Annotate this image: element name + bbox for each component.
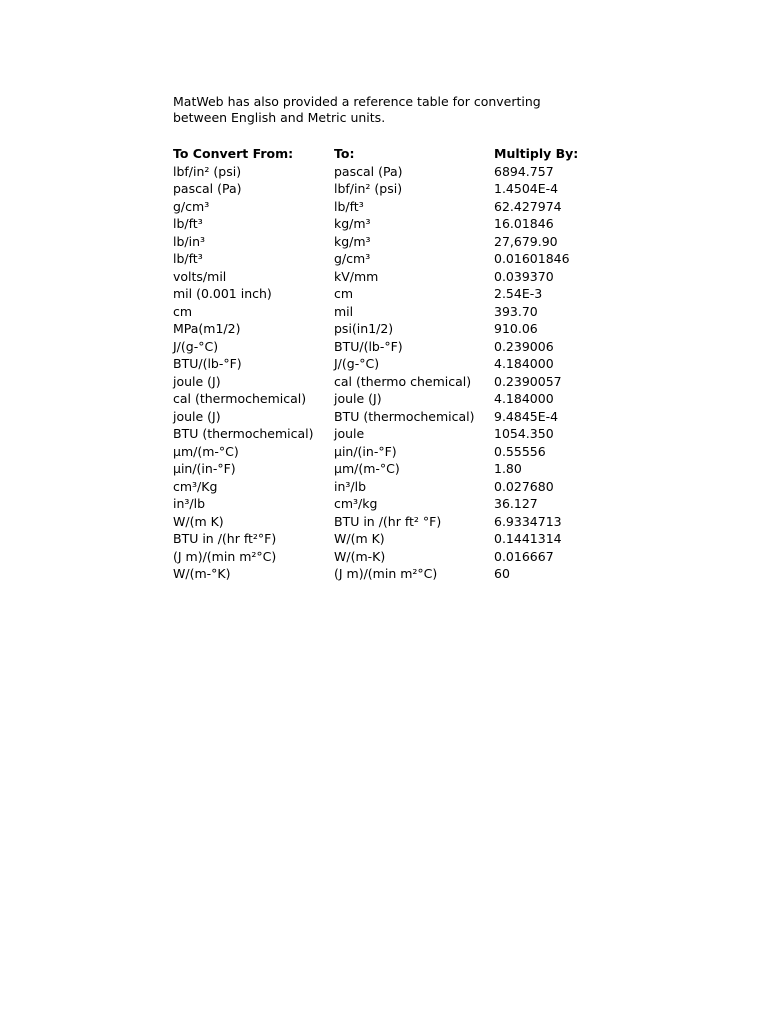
table-row	[173, 285, 614, 303]
table-row	[173, 513, 614, 531]
to-unit: BTU in /(hr ft² °F)	[334, 513, 442, 529]
table-row	[173, 548, 614, 566]
table-row	[173, 250, 614, 268]
from-unit: cal (thermochemical)	[173, 391, 307, 406]
header-convert-to: To:	[334, 146, 355, 161]
from-unit: lb/ft³	[173, 251, 203, 266]
to-unit: μin/(in-°F)	[334, 443, 397, 459]
from-unit: joule (J)	[173, 408, 221, 424]
table-body	[173, 163, 614, 583]
from-unit: volts/mil	[173, 268, 227, 284]
factor: 36.127	[494, 496, 538, 511]
table-row	[173, 163, 614, 181]
factor: 0.239006	[494, 338, 554, 354]
factor: 0.016667	[494, 548, 554, 564]
from-unit: BTU (thermochemical)	[173, 426, 314, 441]
factor: 1.80	[494, 461, 522, 476]
to-unit: lb/ft³	[334, 198, 364, 214]
to-unit: cm³/kg	[334, 496, 378, 511]
conversion-table	[173, 145, 614, 583]
table-row	[173, 303, 614, 321]
from-unit: g/cm³	[173, 198, 210, 214]
from-unit: lb/in³	[173, 233, 206, 249]
to-unit: g/cm³	[334, 251, 371, 266]
table-row	[173, 495, 614, 513]
table-row	[173, 390, 614, 408]
to-unit: pascal (Pa)	[334, 163, 403, 179]
factor: 27,679.90	[494, 233, 558, 249]
from-unit: pascal (Pa)	[173, 181, 242, 196]
header-convert-from: To Convert From:	[173, 146, 294, 161]
factor: 1.4504E-4	[494, 181, 559, 196]
to-unit: joule	[334, 426, 365, 441]
to-unit: kV/mm	[334, 268, 379, 284]
to-unit: joule (J)	[334, 391, 382, 406]
from-unit: mil (0.001 inch)	[173, 286, 272, 301]
table-row	[173, 355, 614, 373]
table-row	[173, 443, 614, 461]
factor: 0.1441314	[494, 531, 562, 546]
table-row	[173, 373, 614, 391]
to-unit: lbf/in² (psi)	[334, 181, 403, 196]
from-unit: W/(m-°K)	[173, 566, 231, 581]
to-unit: W/(m-K)	[334, 548, 386, 564]
from-unit: BTU in /(hr ft²°F)	[173, 531, 277, 546]
from-unit: cm	[173, 303, 193, 319]
to-unit: J/(g-°C)	[334, 356, 380, 371]
factor: 0.039370	[494, 268, 554, 284]
table-row	[173, 320, 614, 338]
table-row	[173, 530, 614, 548]
from-unit: in³/lb	[173, 496, 206, 511]
document-page	[173, 94, 733, 583]
factor: 0.55556	[494, 443, 546, 459]
table-row	[173, 460, 614, 478]
to-unit: kg/m³	[334, 233, 371, 249]
header-multiply-by: Multiply By:	[494, 146, 579, 161]
table-row	[173, 565, 614, 583]
to-unit: (J m)/(min m²°C)	[334, 566, 438, 581]
to-unit: μm/(m-°C)	[334, 461, 400, 476]
to-unit: mil	[334, 303, 354, 319]
from-unit: μin/(in-°F)	[173, 461, 236, 476]
intro-line-2: between English and Metric units.	[173, 110, 386, 125]
table-row	[173, 425, 614, 443]
table-row	[173, 338, 614, 356]
from-unit: (J m)/(min m²°C)	[173, 548, 277, 564]
table-row	[173, 408, 614, 426]
factor: 1054.350	[494, 426, 554, 441]
from-unit: lbf/in² (psi)	[173, 163, 242, 179]
to-unit: BTU/(lb-°F)	[334, 338, 403, 354]
factor: 0.01601846	[494, 251, 570, 266]
intro-line-1: MatWeb has also provided a reference table for converting	[173, 94, 541, 109]
factor: 2.54E-3	[494, 286, 543, 301]
to-unit: cal (thermo chemical)	[334, 373, 472, 389]
from-unit: MPa(m1/2)	[173, 321, 241, 336]
from-unit: W/(m K)	[173, 513, 224, 529]
table-row	[173, 268, 614, 286]
to-unit: psi(in1/2)	[334, 321, 394, 336]
factor: 9.4845E-4	[494, 408, 559, 424]
to-unit: W/(m K)	[334, 531, 385, 546]
table-row	[173, 215, 614, 233]
to-unit: BTU (thermochemical)	[334, 408, 475, 424]
from-unit: BTU/(lb-°F)	[173, 356, 242, 371]
table-row	[173, 180, 614, 198]
from-unit: μm/(m-°C)	[173, 443, 239, 459]
from-unit: joule (J)	[173, 373, 221, 389]
factor: 910.06	[494, 321, 538, 336]
factor: 60	[494, 566, 510, 581]
to-unit: cm	[334, 286, 354, 301]
to-unit: kg/m³	[334, 216, 371, 231]
factor: 0.2390057	[494, 373, 562, 389]
from-unit: cm³/Kg	[173, 478, 218, 494]
table-row	[173, 233, 614, 251]
intro-paragraph	[173, 94, 733, 126]
factor: 6.9334713	[494, 513, 562, 529]
from-unit: lb/ft³	[173, 216, 203, 231]
table-header-row	[173, 145, 614, 163]
factor: 62.427974	[494, 198, 562, 214]
factor: 16.01846	[494, 216, 554, 231]
factor: 393.70	[494, 303, 538, 319]
table-row	[173, 198, 614, 216]
factor: 4.184000	[494, 356, 554, 371]
to-unit: in³/lb	[334, 478, 367, 494]
factor: 4.184000	[494, 391, 554, 406]
table-row	[173, 478, 614, 496]
from-unit: J/(g-°C)	[173, 338, 219, 354]
factor: 6894.757	[494, 163, 554, 179]
factor: 0.027680	[494, 478, 554, 494]
